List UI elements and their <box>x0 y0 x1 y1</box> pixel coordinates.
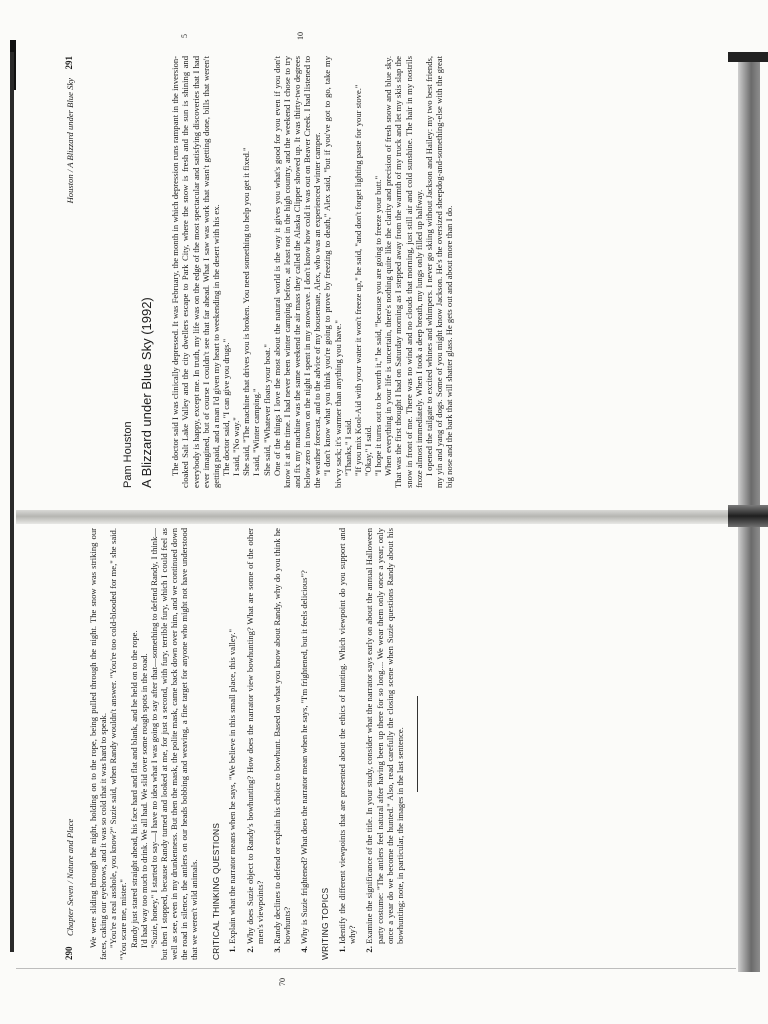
paragraph: I'd had way too much to drink. We all had. We slid over some rough spots in the road. <box>138 653 149 948</box>
story-author: Pam Houston <box>122 421 134 488</box>
story-title: A Blizzard under Blue Sky (1992) <box>138 297 154 488</box>
page-290 <box>64 528 704 986</box>
paragraph: "Suzie, honey," I started to say—I have no idea what I was going to say after that—something to defend Randy, I think—but then I stopped, because Randy turned and looked at me, for just a second, with fury, terrible fury, which I could feel as well as see, even in my drunkenness. But then the mask, the polite mask, came back down over him, and we continued down the road in silence, the antlers on our heads bobbing and weaving, a fine target for anyone who might not have understood that we weren't wild animals. <box>148 528 200 960</box>
running-head-text: Chapter Seven / Nature and Place <box>65 818 75 936</box>
book-gutter <box>16 510 738 524</box>
line-number: 70 <box>278 978 287 986</box>
paragraph: I opened the tailgate to excited whines and whimpers. I never go skiing without Jackson and Hailey: my two best friends, my yin and yang of dogs. Some of you might know Jackson. He's the oversized sheepdog-and-something-else with the great big nose and the bark that will shatter glass. He gets out and about more than I do. <box>423 56 455 488</box>
paragraph: "I don't know what you think you're going to prove by freezing to death," Alex said, "but if you've got to go, take my bivvy sack; it's warmer than anything you have." <box>322 56 343 488</box>
running-head-291 <box>64 56 78 488</box>
paragraph: "Okay," I said. <box>362 425 373 476</box>
running-head-text: Houston / A Blizzard under Blue Sky <box>65 78 75 204</box>
paragraph: She said, "Whatever floats your boat." <box>261 344 272 476</box>
paragraph: We were sliding through the night, holding on to the rope, being pulled through the night. The snow was striking our faces, caking our eyebrows, and it was so cold that it was hard to speak. <box>88 528 109 960</box>
writing-topics-list <box>337 528 405 960</box>
left-page-edge <box>10 52 14 952</box>
page-291 <box>64 32 704 488</box>
scan-corner-shadow <box>728 52 768 62</box>
paragraph: "Thanks," I said. <box>342 418 353 476</box>
gutter-shadow <box>728 505 768 527</box>
critical-thinking-list <box>227 528 309 960</box>
running-head-290 <box>64 528 78 960</box>
page-number: 291 <box>64 56 74 70</box>
paragraph: "You're a real asshole, you know?" Suzie said, when Randy wouldn't answer. "You're too cold-blooded for me," she said. "You scare me, mister." <box>108 528 129 960</box>
topic-item: 2. Examine the significance of the title. In your study, consider what the narrator says early on about the annual Halloween party costume: "The antlers feel natural after having been up there for so long.... We wear them only once a year; only once a year do we become the hunted." Also, read carefully the closing scene when Suzie questions Randy about his bowhunting; note, in particular, the images in the last sentence. <box>364 528 405 944</box>
critical-thinking-heading: CRITICAL THINKING QUESTIONS <box>210 822 221 960</box>
paragraph: The doctor said I was clinically depressed. It was February, the month in which depression runs rampant in the inversion-cloaked Salt Lake Valley and the city dwellers escape to Park City, where the snow is fresh and the sun is shining and everybody is happy, except me. In truth, my life was on the edge of the most spectacular and satisfying discoveries that I had ever imagined, but of course I couldn't see that far ahead. What I saw was work that wasn't getting done, bills that weren't getting paid, and a man I'd given my heart to weekending in the desert with his ex. <box>170 56 221 488</box>
question-item: 2. Why does Suzie object to Randy's bowhunting? How does the narrator view bowhunting? What are some of the other men's viewpoints? <box>245 528 265 944</box>
paragraph: I said, "No way." <box>231 417 242 476</box>
paragraph: "If you mix Kool-Aid with your water it won't freeze up," he said, "and don't forget lighting paste for your stove." <box>352 84 363 476</box>
paragraph: Randy just stared straight ahead, his face hard and flat and blank, and he held on to the rope. <box>128 630 139 948</box>
paragraph: When everything in your life is uncertain, there's nothing quite like the clarity and precision of fresh snow and blue sky. That was the first thought I had on Saturday morning as I stepped away from the warmth of my truck and let my skis slap the snow in front of me. There was no wind and no clouds that morning, just still air and cold sunshine. The hair in my nostrils froze almost immediately. When I took a deep breath, my lungs only filled up halfway. <box>383 56 424 488</box>
paragraph: She said, "The machine that drives you is broken. You need something to help you get it fixed." <box>241 147 252 476</box>
question-item: 4. Why is Suzie frightened? What does the narrator mean when he says, "I'm frightened, but it feels delicious"? <box>299 528 309 944</box>
paragraph: One of the things I love the most about the natural world is the way it gives you what's good for you even if you don't know it at the time. I had never been winter camping before, at least not in the high country, and the weekend I chose to try and fix my machine was the same weekend the air mass they called the Alaska Clipper showed up. It was thirty-two degrees below zero in town on the night I spent in my snowcave. I don't know how cold it was out on Beaver Creek. I had listened to the weather forecast, and to the advice of my housemate, Alex, who was an experienced winter camper. <box>271 56 323 488</box>
topic-item: 1. Identify the different viewpoints that are presented about the ethics of hunting. Which viewpoint do you support and why? <box>337 528 357 944</box>
question-item: 1. Explain what the narrator means when he says, "We believe in this small place, this valley." <box>227 528 237 944</box>
line-number: 5 <box>180 34 189 38</box>
line-number: 10 <box>296 32 305 40</box>
paragraph: I said, "Winter camping." <box>251 388 262 476</box>
page-number: 290 <box>64 946 74 960</box>
section-end-rule <box>417 696 418 792</box>
scan-bottom-edge <box>16 968 736 969</box>
question-item: 3. Randy declines to defend or explain his choice to bowhunt. Based on what you know about Randy, why do you think he bowhunts? <box>272 528 292 944</box>
writing-topics-heading: WRITING TOPICS <box>320 887 331 960</box>
paragraph: "I hope it turns out to be worth it," he said, "because you are going to freeze your butt." <box>373 175 384 476</box>
paragraph: The doctor said, "I can give you drugs." <box>221 338 231 476</box>
